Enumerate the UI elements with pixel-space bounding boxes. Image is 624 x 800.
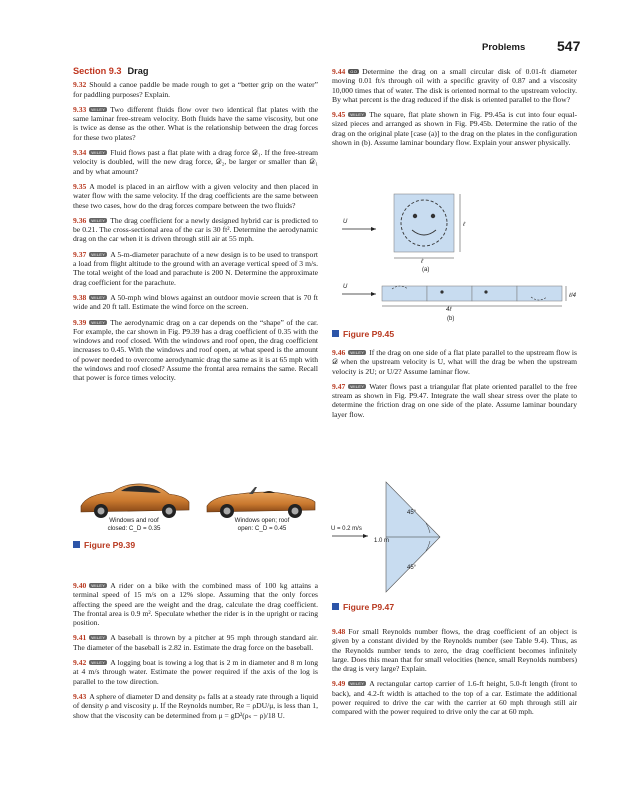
wileyplus-tag-icon: WILEY — [91, 150, 106, 156]
problem-item — [73, 80, 318, 99]
left-column-top — [73, 67, 318, 389]
right-column-top — [332, 67, 577, 153]
wileyplus-tag-icon: WILEY — [350, 681, 365, 687]
caption-marker — [332, 603, 339, 610]
problem-text: A baseball is thrown by a pitcher at 95 mph through standard air. The diameter of the baseball is 2.82 in. Estimate the drag force on the baseball. — [73, 633, 318, 652]
figure-p9-39-caption: Figure P9.39 — [73, 540, 135, 550]
car-closed — [81, 484, 189, 518]
problem-item — [73, 692, 318, 720]
problem-item — [73, 293, 318, 312]
problem-item — [73, 318, 318, 383]
figure-p9-45 — [336, 190, 576, 332]
label-angle-bottom: 45° — [407, 565, 417, 571]
problem-text: The square, flat plate shown in Fig. P9.45a is cut into four equal-sized pieces and arranged as shown in Fig. P9.45b. Determine the ratio of the drag on the original plate [case (a)] to the drag on the plates in the configuration shown in (b). Assume laminar boundary flow. Explain your answer physically. — [332, 110, 577, 148]
problem-text: Determine the drag on a small circular disk of 0.01-ft diameter moving 0.01 ft/s through oil with a specific gravity of 0.87 and a viscosity 10,000 times that of water. The disk is oriented normal to the upstream velocity. By what percent is the drag reduced if the disk is oriented parallel to the flow? — [332, 67, 577, 104]
caption-marker — [332, 330, 339, 337]
problem-item — [332, 627, 577, 673]
wileyplus-tag-icon: WILEY — [350, 350, 365, 355]
problem-text: A sphere of diameter D and density ρₛ falls at a steady rate through a liquid of density ρ and viscosity μ. If the Reynolds number, Re = ρDU/μ, is less than 1, show that the viscosity can be determined from μ = gD²(ρₛ − ρ)/18 U. — [73, 691, 318, 720]
problem-text: Fluid flows past a flat plate with a drag force 𝒟₁. If the free-stream velocity is doubled, will the new drag force, 𝒟₂, be larger or smaller than 𝒟₁ and by what amount? — [73, 148, 318, 176]
wileyplus-tag-icon: WILEY — [91, 251, 106, 257]
label-b: (b) — [447, 316, 455, 322]
problem-number: 9.45 — [332, 110, 346, 120]
problem-text: Water flows past a triangular flat plate oriented parallel to the free stream as shown in Fig. P9.47. Integrate the wall shear stress over the plate to determine the friction drag on one side of the plate. Assume laminar boundary layer flow. — [332, 381, 577, 419]
problem-item — [332, 679, 577, 716]
problem-text: Should a canoe paddle be made rough to get a “better grip on the water” for paddling purposes? Explain. — [73, 80, 318, 99]
label-velocity: U = 0.2 m/s — [331, 526, 362, 532]
label-4ell: 4ℓ — [446, 307, 452, 313]
problem-text: A rectangular cartop carrier of 1.6-ft height, 5.0-ft length (front to back), and 4.2-ft width is attached to the top of a car. Estimate the additional power required to drive the car with the carrier at 60 mph through still air compared with the power required to drive only the car at 60 mph. — [332, 679, 577, 717]
wileyplus-tag-icon: WILEY — [91, 660, 106, 666]
label-ell-bottom: ℓ — [421, 259, 423, 265]
cut-plates — [382, 286, 562, 301]
wileyplus-tag-icon: WILEY — [91, 106, 106, 112]
problem-text: A 5-m-diameter parachute of a new design is to be used to transport a load from flight altitude to the ground with an average vertical speed of 3 m/s. The total weight of the load and parachute is 200 N. Determine the approximate drag coefficient for the parachute. — [73, 249, 318, 287]
problem-number: 9.37 — [73, 249, 87, 259]
figure-p9-47-caption: Figure P9.47 — [332, 602, 394, 612]
section-label: Section 9.3 — [73, 66, 122, 76]
figure-p9-47 — [330, 478, 450, 598]
problem-item — [332, 348, 577, 376]
problem-item — [73, 148, 318, 176]
problem-number: 9.46 — [332, 348, 346, 357]
problem-item — [73, 182, 318, 210]
car-open-label: Windows open; roof open: C_D = 0.45 — [234, 517, 290, 532]
problem-item — [73, 581, 318, 627]
wileyplus-tag-icon: WILEY — [91, 635, 106, 641]
problem-item — [73, 250, 318, 287]
problem-item — [73, 633, 318, 652]
wileyplus-tag-icon: WILEY — [91, 319, 106, 325]
problem-number: 9.39 — [73, 317, 87, 327]
problem-item — [73, 105, 318, 142]
wileyplus-tag-icon: WILEY — [91, 217, 106, 223]
problem-number: 9.48 — [332, 627, 346, 636]
running-head: Problems — [482, 42, 526, 53]
problem-number: 9.36 — [73, 215, 87, 225]
wileyplus-tag-icon: WILEY — [350, 383, 365, 389]
problem-item — [332, 382, 577, 419]
problem-number: 9.34 — [73, 148, 87, 158]
section-title: Drag — [127, 66, 149, 76]
car-closed-label: Windows and roof closed: C_D = 0.35 — [107, 517, 161, 532]
wileyplus-tag-icon: GO — [350, 69, 358, 74]
figure-p9-45-caption: Figure P9.45 — [332, 329, 394, 339]
section-heading — [73, 67, 318, 76]
problem-text: Two different fluids flow over two identical flat plates with the same laminar free-stream velocity. Both fluids have the same viscosity, but one is twice as dense as the other. What is the relationship between the drag forces for these two plates? — [73, 104, 318, 142]
problem-item — [73, 216, 318, 244]
label-length: 1.0 m — [374, 538, 390, 544]
wileyplus-tag-icon: WILEY — [91, 583, 106, 588]
page-number: 547 — [557, 38, 581, 54]
label-U-b: U — [343, 284, 348, 290]
problem-text: A model is placed in an airflow with a given velocity and then placed in water flow with the same velocity. If the drag coefficients are the same between these two cases, how do the drag forces compare between the two fluids? — [73, 181, 318, 210]
problem-text: A 50-mph wind blows against an outdoor movie screen that is 70 ft wide and 20 ft tall. Estimate the wind force on the screen. — [73, 292, 318, 312]
left-column-bottom — [73, 581, 318, 726]
problem-list — [332, 627, 577, 717]
problem-text: A logging boat is towing a log that is 2 m in diameter and 8 m long at 4 m/s through water. Estimate the power required if the axis of the log is parallel to the tow direction. — [73, 658, 318, 686]
wileyplus-tag-icon: WILEY — [91, 294, 106, 300]
car-open — [207, 487, 315, 518]
problem-text: A rider on a bike with the combined mass of 100 kg attains a terminal speed of 15 m/s on a 12% slope. Assuming that the only forces affecting the speed are the weight and the drag, calculate the drag coefficient. The frontal area is 0.9 m². Speculate whether the rider is in the upright or racing position. — [73, 581, 318, 628]
right-column-middle — [332, 348, 577, 425]
problem-list — [73, 80, 318, 382]
problem-number: 9.47 — [332, 381, 346, 391]
problem-item — [332, 67, 577, 104]
problem-text: For small Reynolds number flows, the drag coefficient of an object is given by a constant divided by the Reynolds number (see Table 9.4). Thus, as the Reynolds number tends to zero, the drag coefficient becomes infinitely large. Does this mean that for small velocities (hence, small Reynolds numbers) the drag is very large? Explain. — [332, 627, 577, 674]
problem-text: The drag coefficient for a newly designed hybrid car is predicted to be 0.21. The cross-sectional area of the car is 30 ft². Determine the aerodynamic drag on the car when it is driven through still air at 55 mph. — [73, 215, 318, 244]
wileyplus-tag-icon: WILEY — [350, 112, 365, 118]
problem-text: The aerodynamic drag on a car depends on the “shape” of the car. For example, the car shown in Fig. P9.39 has a drag coefficient of 0.35 with the windows and roof closed. With the windows and roof open, the drag coefficient increases to 0.45. With the windows and roof open, at what speed is the amount of power needed to overcome aerodynamic drag the same as it is at 65 mph with the windows and roof closed? Assume the frontal area remains the same. Recall that power is force times velocity. — [73, 317, 318, 383]
problem-number: 9.49 — [332, 679, 346, 689]
label-ell-over-4: ℓ/4 — [569, 293, 576, 299]
problem-list — [73, 581, 318, 720]
problem-item — [332, 110, 577, 147]
label-ell-side: ℓ — [463, 222, 465, 228]
label-angle-top: 45° — [407, 510, 417, 516]
square-plate — [394, 194, 454, 252]
problem-list — [332, 67, 577, 147]
problem-item — [73, 658, 318, 686]
label-U-a: U — [343, 219, 348, 225]
problem-text: If the drag on one side of a flat plate parallel to the upstream flow is 𝒟 when the upstream velocity is U, what will the drag be when the upstream velocity is 2U; or U/2? Assume laminar flow. — [332, 348, 577, 376]
problem-number: 9.43 — [73, 691, 87, 701]
problem-number: 9.44 — [332, 67, 346, 76]
right-column-bottom — [332, 627, 577, 723]
problem-number: 9.38 — [73, 292, 87, 302]
problem-number: 9.33 — [73, 104, 87, 114]
problem-number: 9.32 — [73, 80, 87, 90]
label-a: (a) — [422, 267, 430, 273]
problem-number: 9.41 — [73, 633, 87, 643]
problem-number: 9.40 — [73, 581, 87, 590]
problem-number: 9.35 — [73, 181, 87, 191]
caption-marker — [73, 541, 80, 548]
problem-list — [332, 348, 577, 419]
problem-number: 9.42 — [73, 658, 87, 668]
